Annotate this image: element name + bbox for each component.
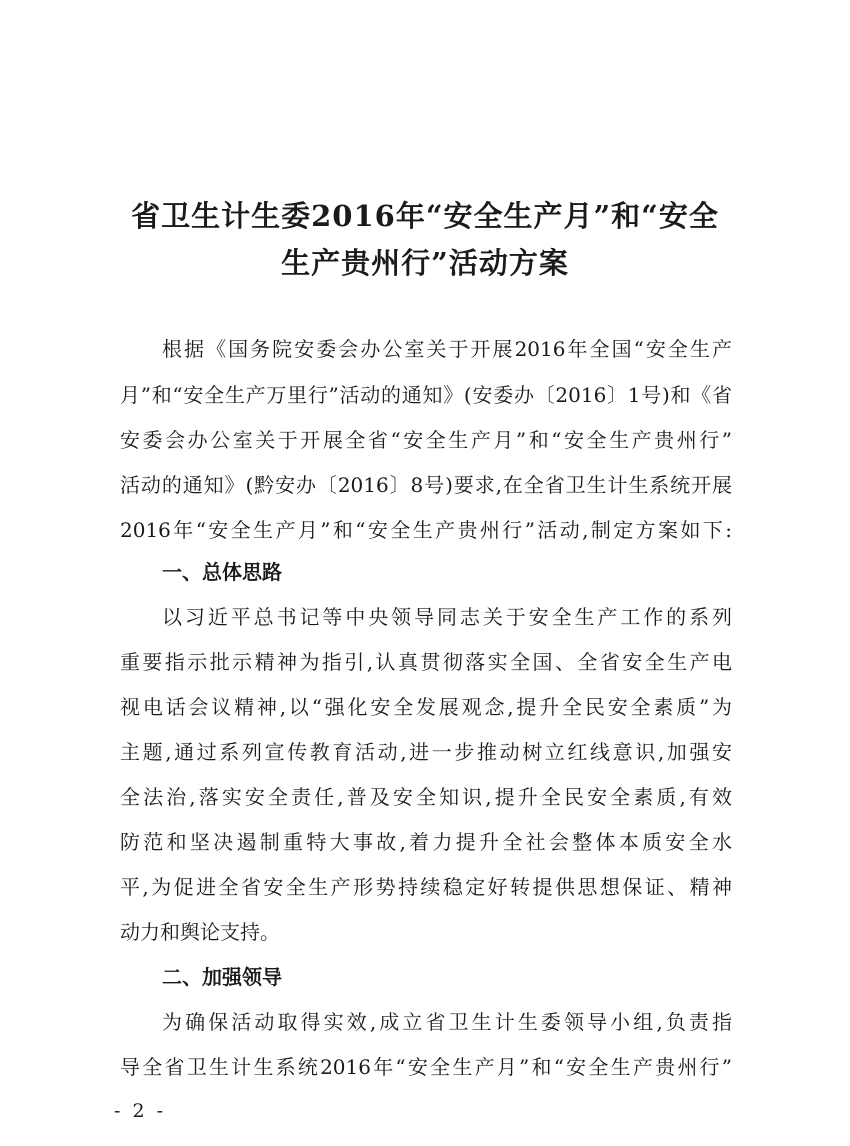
section-1-heading: 一、总体思路 [162, 560, 282, 584]
intro-line-1: 根据《国务院安委会办公室关于开展2016年全国“安全生产 [162, 337, 732, 361]
intro-line-3: 安委会办公室关于开展全省“安全生产月”和“安全生产贵州行” [120, 428, 732, 452]
section-2-line-2: 导全省卫生计生系统2016年“安全生产月”和“安全生产贵州行” [120, 1055, 732, 1079]
section-2-heading: 二、加强领导 [162, 965, 282, 989]
section-1-line-1: 以习近平总书记等中央领导同志关于安全生产工作的系列 [162, 605, 732, 629]
section-1-line-6: 防范和坚决遏制重特大事故,着力提升全社会整体本质安全水 [120, 830, 732, 854]
document-title-line-2: 生产贵州行”活动方案 [281, 246, 569, 280]
section-1-line-2: 重要指示批示精神为指引,认真贯彻落实全国、全省安全生产电 [120, 650, 732, 674]
section-2-line-1: 为确保活动取得实效,成立省卫生计生委领导小组,负责指 [162, 1010, 732, 1034]
intro-line-4: 活动的通知》(黔安办〔2016〕8号)要求,在全省卫生计生系统开展 [120, 473, 732, 497]
intro-line-2: 月”和“安全生产万里行”活动的通知》(安委办〔2016〕1号)和《省 [120, 383, 732, 407]
page-number: - 2 - [114, 1100, 167, 1122]
section-1-line-8: 动力和舆论支持。 [120, 920, 280, 944]
document-title-line-1: 省卫生计生委2016年“安全生产月”和“安全 [131, 199, 719, 233]
section-1-line-7: 平,为促进全省安全生产形势持续稳定好转提供思想保证、精神 [120, 875, 732, 899]
intro-line-5: 2016年“安全生产月”和“安全生产贵州行”活动,制定方案如下: [120, 518, 732, 542]
section-1-line-4: 主题,通过系列宣传教育活动,进一步推动树立红线意识,加强安 [120, 740, 732, 764]
section-1-line-5: 全法治,落实安全责任,普及安全知识,提升全民安全素质,有效 [120, 785, 732, 809]
section-1-line-3: 视电话会议精神,以“强化安全发展观念,提升全民安全素质”为 [120, 695, 732, 719]
